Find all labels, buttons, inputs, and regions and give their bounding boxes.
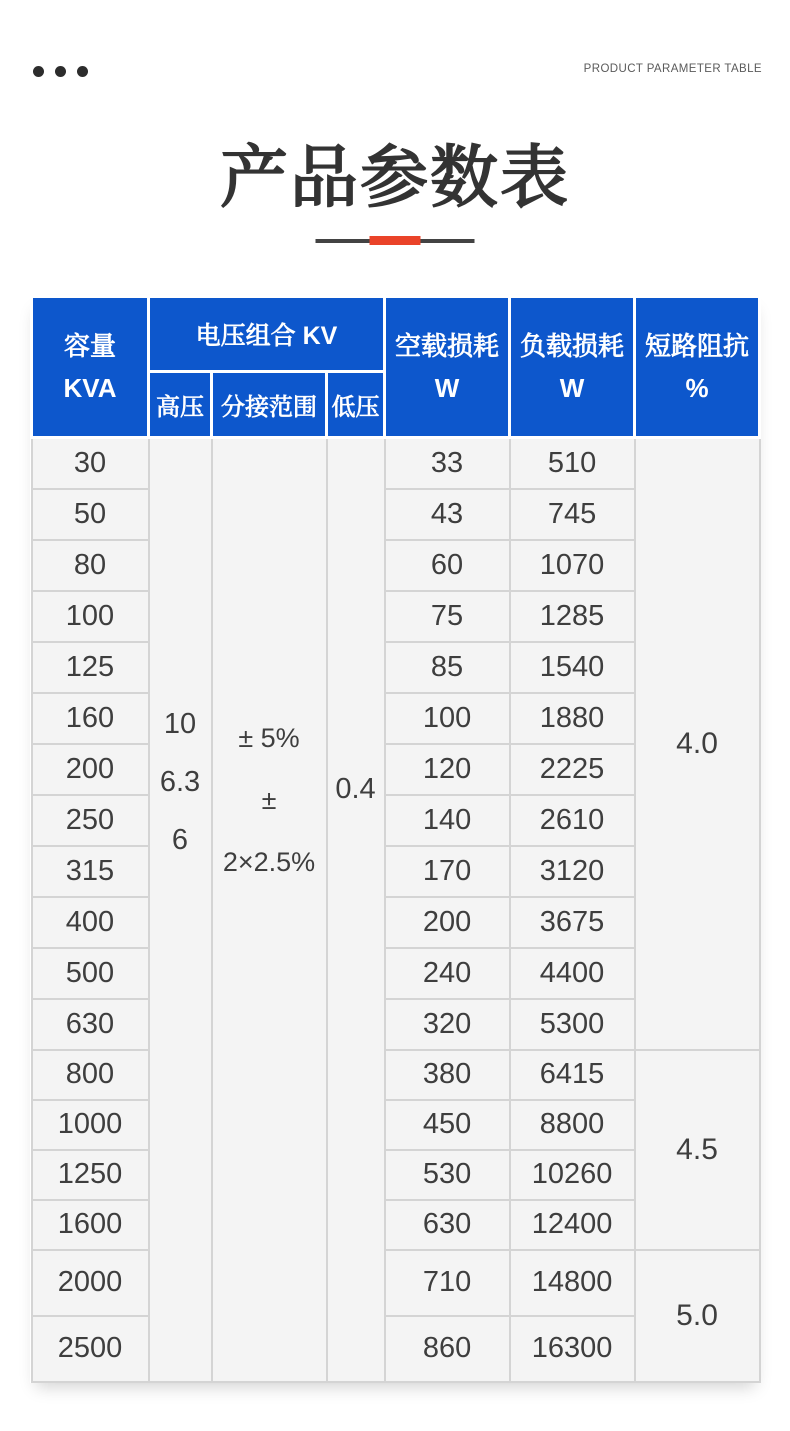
eyebrow-text: PRODUCT PARAMETER TABLE [583, 63, 762, 75]
page-title: 产品参数表 [219, 140, 570, 216]
no-load-loss-cell: 380 [385, 1050, 510, 1100]
dots-decoration [33, 66, 88, 77]
dot-icon [77, 66, 88, 77]
high-voltage-merged-cell [149, 438, 212, 1382]
header-voltage-group: 电压组合 KV [149, 297, 385, 372]
no-load-loss-cell: 33 [385, 438, 510, 489]
capacity-cell: 125 [32, 642, 149, 693]
no-load-loss-cell: 530 [385, 1150, 510, 1200]
no-load-loss-cell: 630 [385, 1200, 510, 1250]
load-loss-cell: 16300 [510, 1316, 635, 1382]
no-load-loss-cell: 170 [385, 846, 510, 897]
header-low-voltage: 低压 [327, 372, 385, 438]
load-loss-cell: 1540 [510, 642, 635, 693]
load-loss-cell: 3675 [510, 897, 635, 948]
dot-icon [33, 66, 44, 77]
no-load-loss-cell: 860 [385, 1316, 510, 1382]
load-loss-cell: 12400 [510, 1200, 635, 1250]
capacity-cell: 80 [32, 540, 149, 591]
no-load-loss-cell: 200 [385, 897, 510, 948]
no-load-loss-cell: 100 [385, 693, 510, 744]
spec-table [30, 295, 761, 1383]
no-load-loss-cell: 75 [385, 591, 510, 642]
no-load-loss-cell: 43 [385, 489, 510, 540]
table-row [32, 1050, 760, 1100]
no-load-loss-cell: 140 [385, 795, 510, 846]
capacity-cell: 400 [32, 897, 149, 948]
load-loss-cell: 2610 [510, 795, 635, 846]
impedance-cell: 5.0 [635, 1250, 760, 1382]
impedance-cell: 4.5 [635, 1050, 760, 1250]
capacity-cell: 2500 [32, 1316, 149, 1382]
header-impedance: 短路阻抗 % [635, 297, 760, 438]
table-row [32, 1250, 760, 1316]
low-voltage-value: 0.4 [335, 773, 376, 806]
header-load-loss: 负载损耗 W [510, 297, 635, 438]
header-tap-range: 分接范围 [212, 372, 327, 438]
capacity-cell: 160 [32, 693, 149, 744]
load-loss-cell: 4400 [510, 948, 635, 999]
load-loss-cell: 1285 [510, 591, 635, 642]
no-load-loss-cell: 450 [385, 1100, 510, 1150]
capacity-cell: 630 [32, 999, 149, 1050]
no-load-loss-cell: 120 [385, 744, 510, 795]
no-load-loss-cell: 710 [385, 1250, 510, 1316]
header-capacity: 容量 KVA [32, 297, 149, 438]
title-underline [316, 234, 475, 247]
load-loss-cell: 5300 [510, 999, 635, 1050]
capacity-cell: 1250 [32, 1150, 149, 1200]
capacity-cell: 30 [32, 438, 149, 489]
underline-red-bar [370, 236, 421, 245]
capacity-cell: 100 [32, 591, 149, 642]
tap-range-value: ± 5% [238, 722, 300, 753]
load-loss-cell: 1070 [510, 540, 635, 591]
tap-range-value: ± 2×2.5% [222, 784, 316, 877]
table-row [32, 438, 760, 489]
load-loss-cell: 14800 [510, 1250, 635, 1316]
no-load-loss-cell: 240 [385, 948, 510, 999]
load-loss-cell: 510 [510, 438, 635, 489]
table-body [32, 438, 760, 1382]
header-no-load-loss: 空载损耗 W [385, 297, 510, 438]
no-load-loss-cell: 60 [385, 540, 510, 591]
capacity-cell: 50 [32, 489, 149, 540]
table-header [32, 297, 760, 438]
load-loss-cell: 3120 [510, 846, 635, 897]
low-voltage-merged-cell [327, 438, 385, 1382]
load-loss-cell: 745 [510, 489, 635, 540]
capacity-cell: 500 [32, 948, 149, 999]
high-voltage-value: 6 [171, 823, 189, 856]
capacity-cell: 250 [32, 795, 149, 846]
no-load-loss-cell: 85 [385, 642, 510, 693]
header-high-voltage: 高压 [149, 372, 212, 438]
capacity-cell: 315 [32, 846, 149, 897]
capacity-cell: 2000 [32, 1250, 149, 1316]
capacity-cell: 1600 [32, 1200, 149, 1250]
capacity-cell: 200 [32, 744, 149, 795]
capacity-cell: 1000 [32, 1100, 149, 1150]
dot-icon [55, 66, 66, 77]
impedance-cell: 4.0 [635, 438, 760, 1050]
load-loss-cell: 2225 [510, 744, 635, 795]
tap-range-merged-cell [212, 438, 327, 1382]
load-loss-cell: 6415 [510, 1050, 635, 1100]
load-loss-cell: 1880 [510, 693, 635, 744]
high-voltage-value: 10 [163, 707, 197, 740]
no-load-loss-cell: 320 [385, 999, 510, 1050]
load-loss-cell: 10260 [510, 1150, 635, 1200]
high-voltage-value: 6.3 [159, 765, 201, 798]
capacity-cell: 800 [32, 1050, 149, 1100]
load-loss-cell: 8800 [510, 1100, 635, 1150]
